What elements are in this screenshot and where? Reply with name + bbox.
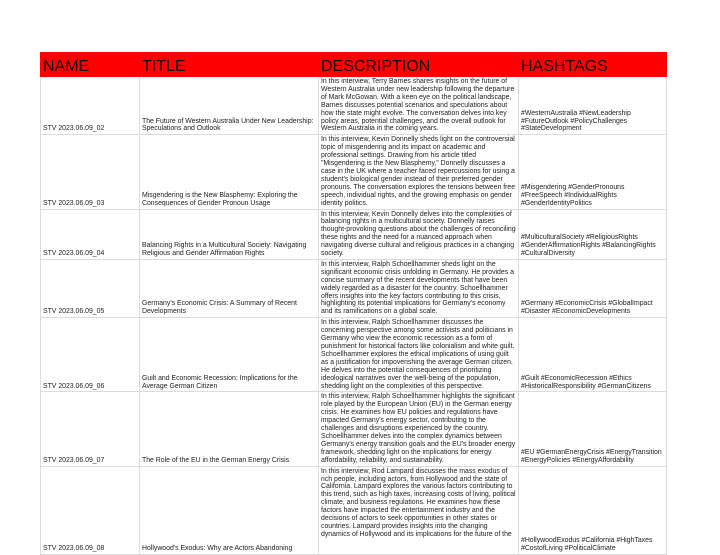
cell-title[interactable]: Hollywood's Exodus: Why are Actors Abandoning: [140, 466, 319, 554]
cell-title[interactable]: Guilt and Economic Recession: Implications for the Average German Citizen: [140, 318, 319, 392]
cell-hashtags[interactable]: #HollywoodExodus #California #HighTaxes #CostofLiving #PoliticalClimate: [519, 466, 667, 554]
cell-name[interactable]: STV 2023.06.09_03: [41, 135, 140, 209]
header-hashtags[interactable]: HASHTAGS: [519, 53, 667, 77]
cell-name[interactable]: STV 2023.06.09_02: [41, 77, 140, 135]
cell-hashtags[interactable]: #Germany #EconomicCrisis #GlobalImpact #Disaster #EconomicDevelopments: [519, 259, 667, 317]
spreadsheet: [40, 52, 666, 555]
cell-description[interactable]: In this interview, Kevin Donnelly sheds light on the controversial topic of misgendering and its impact on academic and professional settings. Drawing from his article titled "Misgendering is the New Blasphemy," Donnelly discusses a case in the UK where a teacher faced repercussions for using a student's biological gender instead of their preferred gender pronouns. The conversation explores the tensions between free speech, individual rights, and the growing emphasis on gender identity politics.: [319, 135, 519, 209]
cell-hashtags[interactable]: #MulticulturalSociety #ReligiousRights #GenderAffirmationRights #BalancingRights #CulturalDiversity: [519, 209, 667, 259]
table-row: [41, 135, 667, 209]
cell-hashtags[interactable]: #EU #GermanEnergyCrisis #EnergyTransition #EnergyPolicies #EnergyAffordability: [519, 392, 667, 466]
cell-name[interactable]: STV 2023.06.09_05: [41, 259, 140, 317]
cell-description[interactable]: In this interview, Rod Lampard discusses the mass exodus of rich people, including actors, from Hollywood and the state of California. Lampard explores the various factors contributing to this trend, such as high taxes, increasing costs of living, political climate, and business regulations. He examines how these factors have impacted the entertainment industry and the decisions of actors to seek opportunities in other states or countries. Lampard provides insights into the changing dynamics of Hollywood and its implications for the future of the: [319, 466, 519, 554]
cell-description[interactable]: In this interview, Terry Barnes shares insights on the future of Western Australia under new leadership following the departure of Mark McGowan. With a keen eye on the political landscape, Barnes discusses potential scenarios and speculations about how the state might evolve. The conversation delves into key policy areas, potential challenges, and the overall outlook for Western Australia in the coming years.: [319, 77, 519, 135]
table-row: [41, 466, 667, 554]
cell-title[interactable]: The Future of Western Australia Under New Leadership: Speculations and Outlook: [140, 77, 319, 135]
table-row: [41, 392, 667, 466]
cell-name[interactable]: STV 2023.06.09_04: [41, 209, 140, 259]
cell-title[interactable]: Balancing Rights in a Multicultural Society: Navigating Religious and Gender Affirmation Rights: [140, 209, 319, 259]
video-catalog-table: [40, 52, 667, 555]
cell-description[interactable]: In this interview, Ralph Schoellhammer discusses the concerning perspective among some activists and politicians in Germany who view the economic recession as a form of punishment for historical factors like colonialism and white guilt. Schoellhammer explores the ethical implications of using guilt as a justification for impoverishing the average German citizen. He delves into the potential consequences of prioritizing ideological narratives over the well-being of the population, shedding light on the complexities of this perspective.: [319, 318, 519, 392]
header-name[interactable]: NAME: [41, 53, 140, 77]
cell-title[interactable]: Germany's Economic Crisis: A Summary of Recent Developments: [140, 259, 319, 317]
cell-description[interactable]: In this interview, Ralph Schoellhammer highlights the significant role played by the European Union (EU) in the German energy crisis. He examines how EU policies and regulations have impacted Germany's energy sector, contributing to the challenges and disruptions experienced by the country. Schoellhammer delves into the complex dynamics between Germany's energy transition goals and the EU's broader energy framework, shedding light on the implications for energy affordability, reliability, and sustainability.: [319, 392, 519, 466]
table-row: [41, 77, 667, 135]
header-title[interactable]: TITLE: [140, 53, 319, 77]
table-row: [41, 209, 667, 259]
table-row: [41, 318, 667, 392]
cell-hashtags[interactable]: #Misgendering #GenderPronouns #FreeSpeech #IndividualRights #GenderIdentityPolitics: [519, 135, 667, 209]
cell-name[interactable]: STV 2023.06.09_08: [41, 466, 140, 554]
cell-description[interactable]: In this interview, Ralph Schoellhammer sheds light on the significant economic crisis unfolding in Germany. He provides a concise summary of the recent developments that have been widely regarded as a disaster for the country. Schoellhammer offers insights into the key factors contributing to this crisis, highlighting its potential implications for Germany's economy and its ramifications on a global scale.: [319, 259, 519, 317]
cell-name[interactable]: STV 2023.06.09_07: [41, 392, 140, 466]
cell-description[interactable]: In this interview, Kevin Donnelly delves into the complexities of balancing rights in a multicultural society. Donnelly raises thought-provoking questions about the challenges of reconciling these rights and the need for a nuanced approach when navigating diverse cultural and religious practices in a changing society.: [319, 209, 519, 259]
header-row: [41, 53, 667, 77]
cell-name[interactable]: STV 2023.06.09_06: [41, 318, 140, 392]
cell-hashtags[interactable]: #WesternAustralia #NewLeadership #FutureOutlook #PolicyChallenges #StateDevelopment: [519, 77, 667, 135]
table-row: [41, 259, 667, 317]
cell-hashtags[interactable]: #Guilt #EconomicRecession #Ethics #HistoricalResponsibility #GermanCitizens: [519, 318, 667, 392]
cell-title[interactable]: Misgendering is the New Blasphemy: Exploring the Consequences of Gender Pronoun Usage: [140, 135, 319, 209]
cell-title[interactable]: The Role of the EU in the German Energy Crisis: [140, 392, 319, 466]
header-description[interactable]: DESCRIPTION: [319, 53, 519, 77]
